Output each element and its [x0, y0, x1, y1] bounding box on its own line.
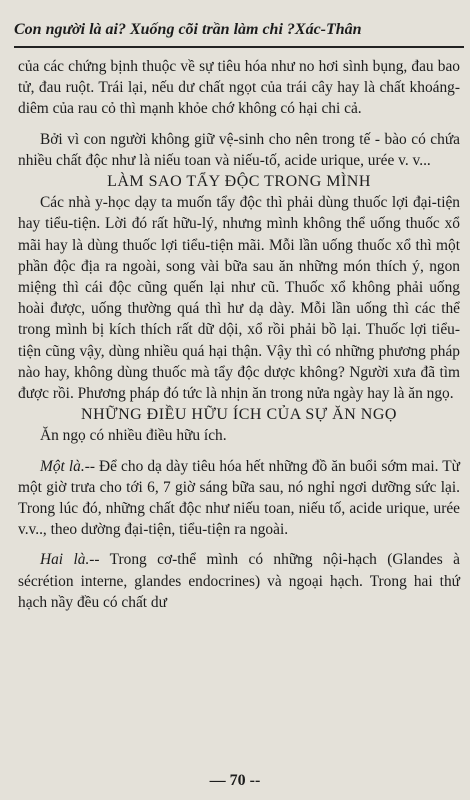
page-number: — 70 --	[209, 772, 261, 789]
point-lead: Một là.--	[40, 457, 95, 475]
paragraph: Ăn ngọ có nhiều điều hữu ích.	[40, 427, 227, 445]
section-heading: NHỮNG ĐIỀU HỮU ÍCH CỦA SỰ ĂN NGỌ	[81, 406, 397, 424]
header-title: Con người là ai? Xuống cõi trần làm chi ?	[14, 21, 295, 38]
paragraph	[18, 549, 460, 613]
running-header	[14, 14, 464, 48]
point-text: Để cho dạ dày tiêu hóa hết những đồ ăn buổi sớm mai. Từ một giờ trưa cho tới 6, 7 giờ sáng bữa sau, nó nghỉ ngơi dưỡng sức lại. Trong lúc đó, những chất độc như niếu toan, niếu tố, acide urique, urée v.v.., theo dường đại-tiện, tiểu-tiện ra ngoài.	[18, 457, 460, 539]
paragraph: Các nhà y-học dạy ta muốn tẩy độc thì phải dùng thuốc lợi đại-tiện hay tiểu-tiện. Lời đó rất hữu-lý, nhưng mình không thể uống thuốc xổ mãi hay là dùng thuốc lợi tiểu-tiện mãi. Mỗi lần uống thuốc xổ thì một phần độc địa ra ngoài, song vài bữa sau ăn những món thích ý, ngon miệng thì cái độc cũng quến lại như cũ. Thuốc xổ không phải uống hoài được, uống thường quá thì hư dạ dày. Mỗi lần uống thì các thể trong mình bị kích thích rất dữ dội, xổ rồi phải bồ lại. Thuốc lợi tiểu-tiện cũng vậy, dùng nhiều quá hại thận. Vậy thì có những phương pháp nào hay, không dùng thuốc mà tẩy độc dược không? Người xưa đã tìm được rồi. Phương pháp đó tức là nhịn ăn trong nửa ngày hay là ăn ngọ.	[18, 194, 460, 403]
paragraph	[18, 456, 460, 541]
point-text: Trong cơ-thể mình có những nội-hạch (Glandes à sécrétion interne, glandes endocrines) và ngoại hạch. Trong hai thứ hạch nầy đều có chất dư	[18, 551, 460, 611]
page-body	[18, 56, 460, 613]
paragraph: Bởi vì con người không giữ vệ-sinh cho nên trong tế - bào có chứa nhiều chất độc như là niếu toan và niếu-tố, acide urique, urée v. v...	[18, 130, 460, 169]
header-subtitle: Xác-Thân	[294, 21, 362, 38]
section-heading: LÀM SAO TẨY ĐỘC TRONG MÌNH	[107, 173, 371, 191]
paragraph: của các chứng bịnh thuộc về sự tiêu hóa như no hơi sình bụng, đau bao tử, đau ruột. Trái lại, nếu dư chất ngọt của trái cây hay là chất khoáng-diêm của rau cỏ thì mạnh khỏe chớ không có hại chi cả.	[18, 58, 460, 118]
point-lead: Hai là.--	[40, 551, 100, 569]
